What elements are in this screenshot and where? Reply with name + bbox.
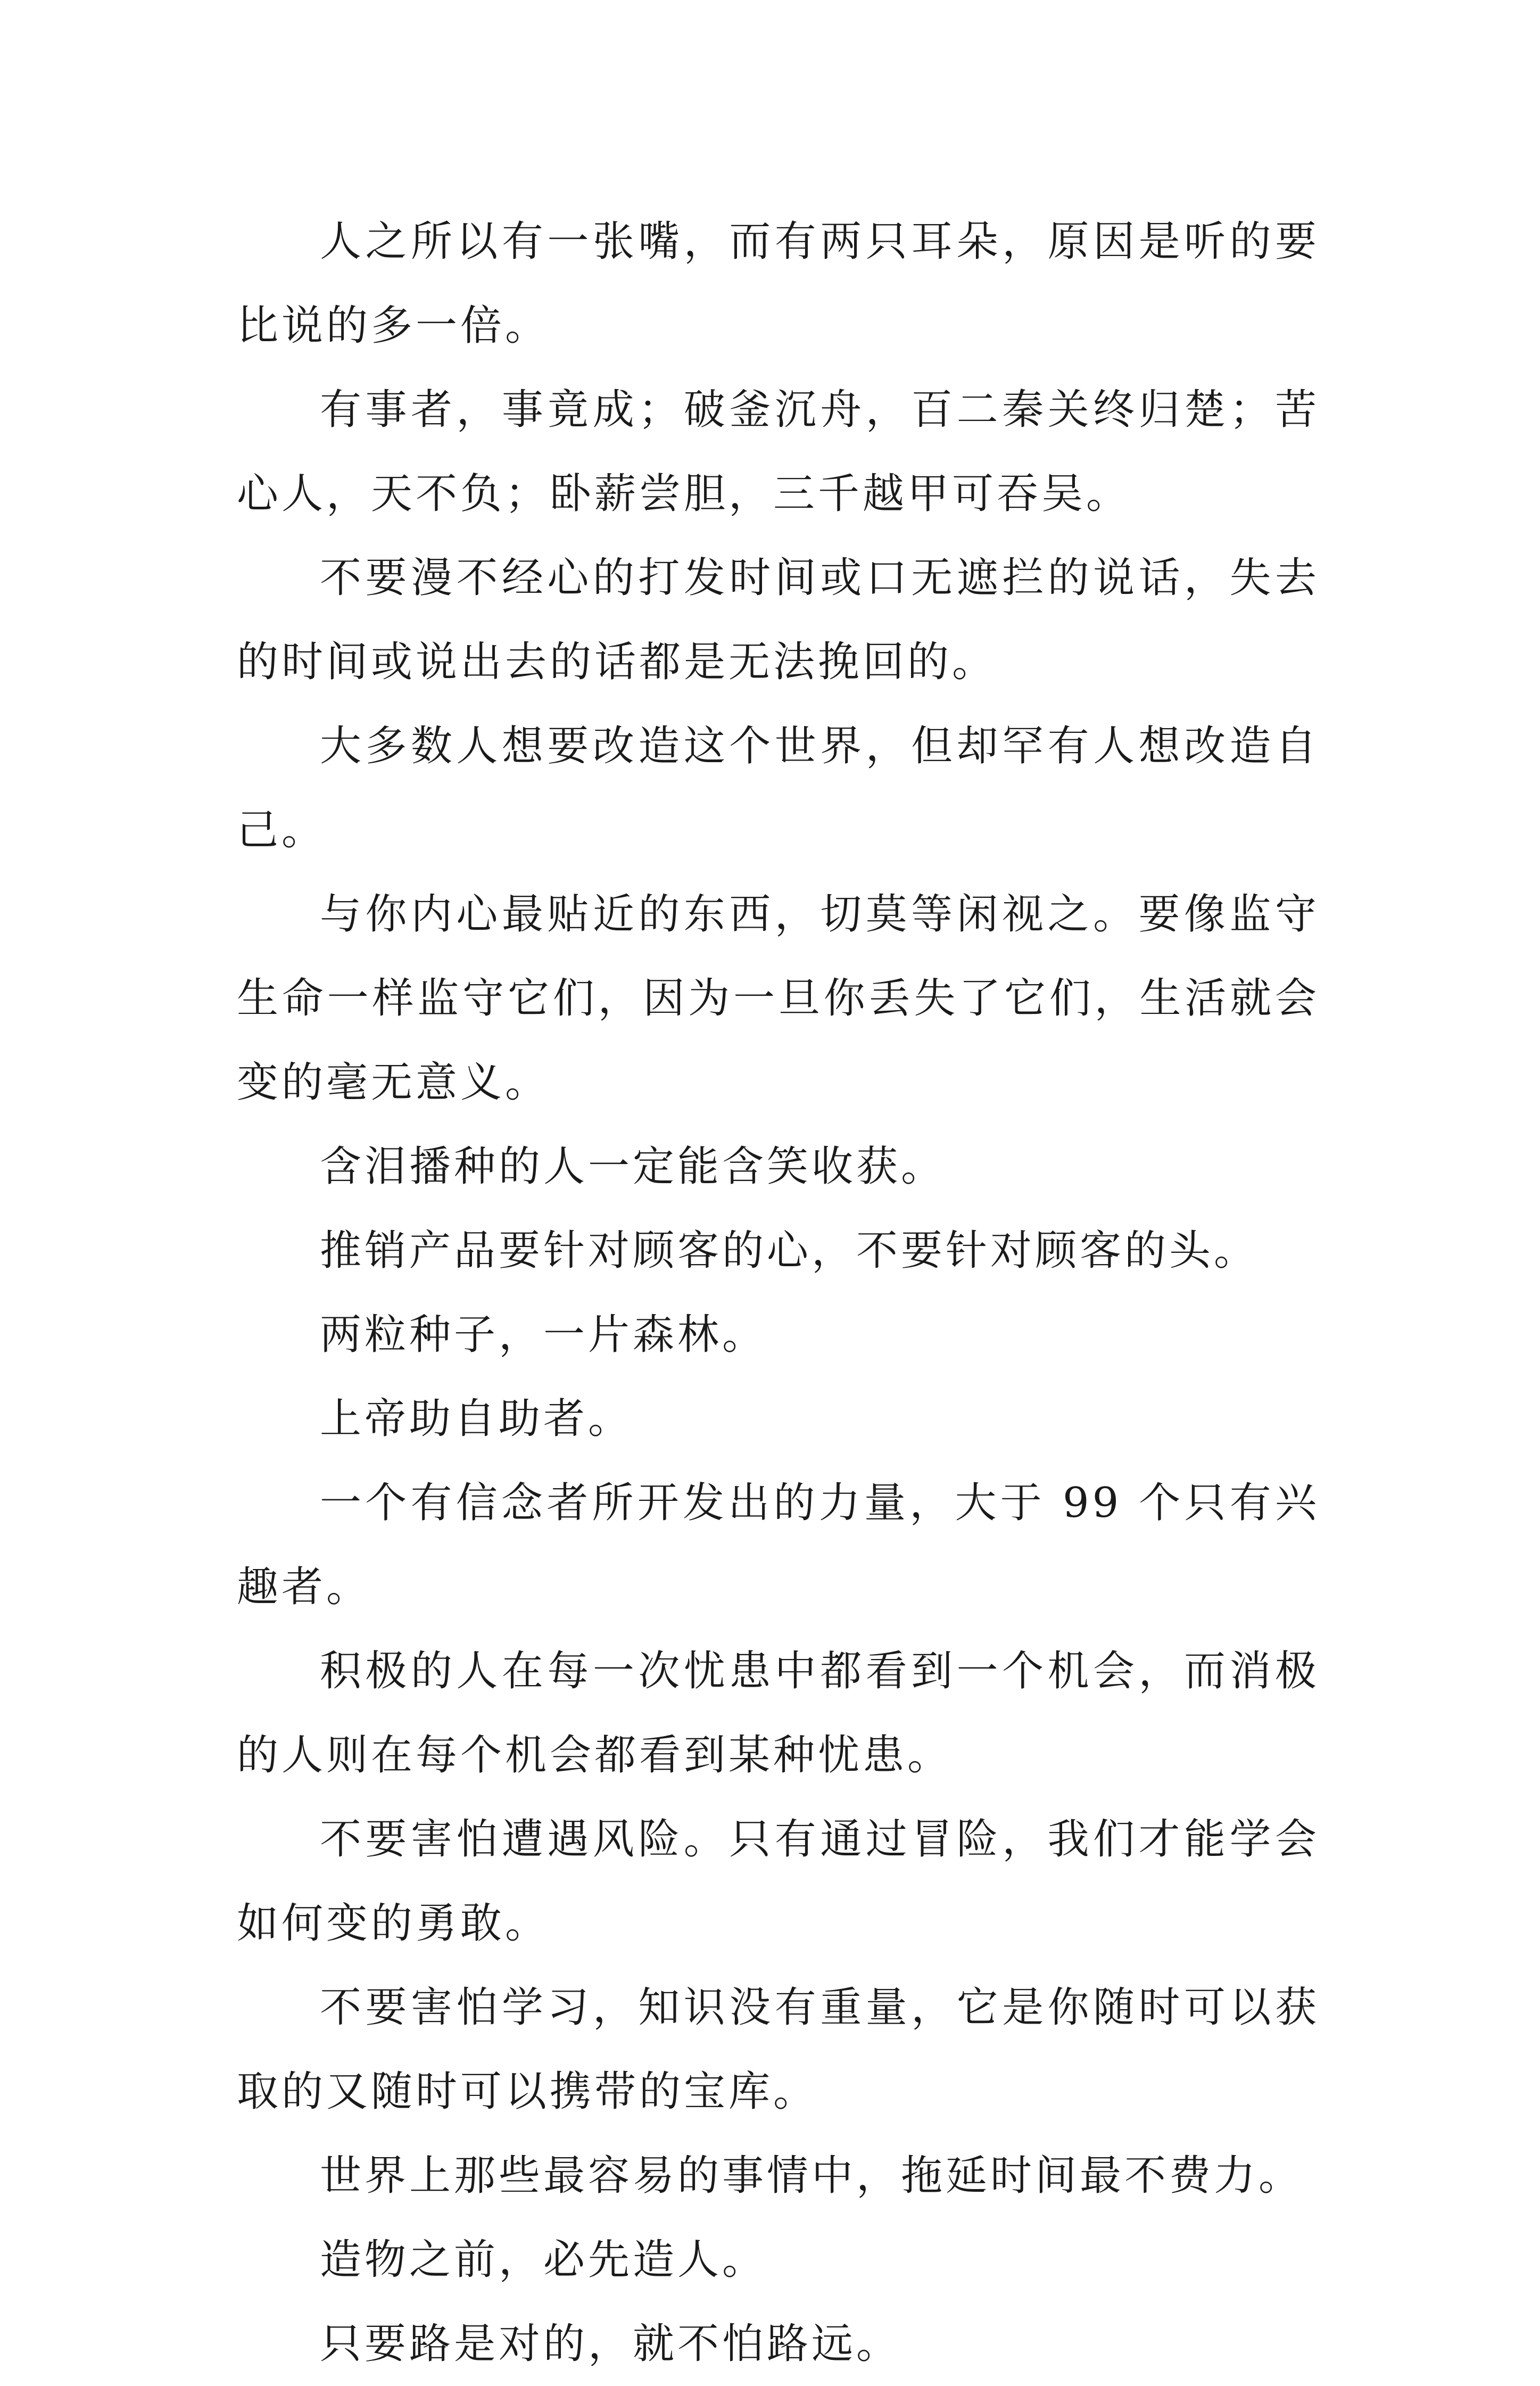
paragraph: 只要路是对的，就不怕路远。: [320, 2320, 901, 2368]
paragraph: 与你内心最贴近的东西，切莫等闲视之。要像监守生命一样监守它们，因为一旦你丢失了它们，生活就会变的毫无意义。: [237, 890, 1320, 1107]
paragraph: 世界上那些最容易的事情中，拖延时间最不费力。: [320, 2152, 1304, 2200]
paragraph: 一个有信念者所开发出的力量，大于 99 个只有兴趣者。: [237, 1479, 1320, 1611]
paragraph: 造物之前，必先造人。: [320, 2236, 767, 2284]
paragraph: 含泪播种的人一定能含笑收获。: [320, 1143, 946, 1191]
paragraph: 两粒种子，一片森林。: [320, 1311, 767, 1359]
document-body: [237, 200, 1320, 2386]
paragraph: 人之所以有一张嘴，而有两只耳朵，原因是听的要比说的多一倍。: [237, 218, 1320, 350]
paragraph: 大多数人想要改造这个世界，但却罕有人想改造自己。: [237, 722, 1320, 854]
paragraph: 推销产品要针对顾客的心，不要针对顾客的头。: [320, 1227, 1259, 1275]
paragraph: 有事者，事竟成；破釜沉舟，百二秦关终归楚；苦心人，天不负；卧薪尝胆，三千越甲可吞吴。: [237, 386, 1320, 518]
paragraph: 不要害怕遭遇风险。只有通过冒险，我们才能学会如何变的勇敢。: [237, 1815, 1320, 1947]
paragraph: 上帝助自助者。: [320, 1395, 633, 1443]
paragraph: 不要害怕学习，知识没有重量，它是你随时可以获取的又随时可以携带的宝库。: [237, 1984, 1320, 2116]
paragraph: 积极的人在每一次忧患中都看到一个机会，而消极的人则在每个机会都看到某种忧患。: [237, 1647, 1320, 1779]
paragraph: 不要漫不经心的打发时间或口无遮拦的说话，失去的时间或说出去的话都是无法挽回的。: [237, 554, 1320, 686]
